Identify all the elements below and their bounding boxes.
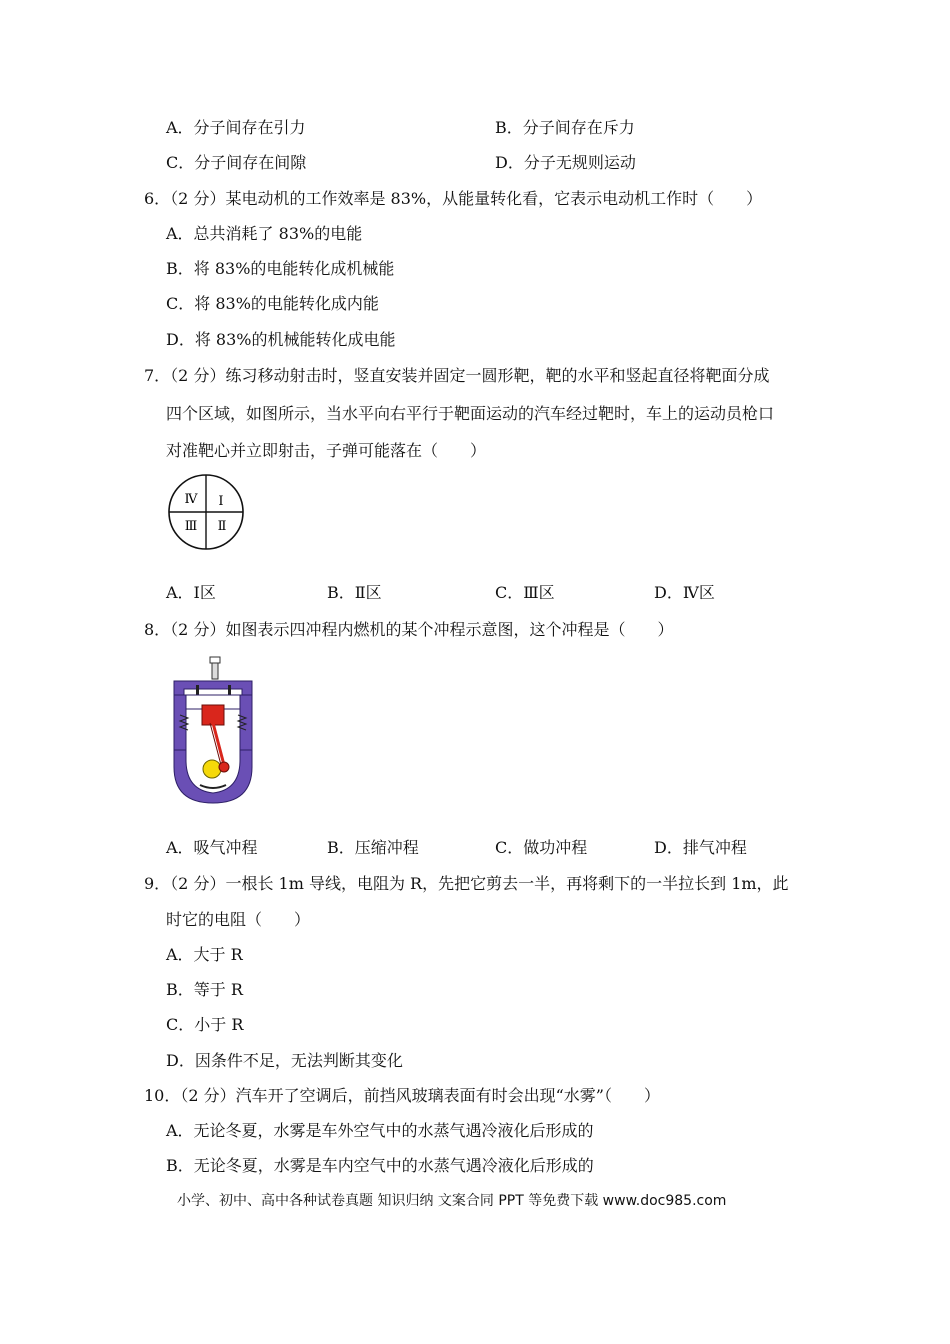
q7-stem-line1: 7．（2 分）练习移动射击时，竖直安装并固定一圆形靶，靶的水平和竖起直径将靶面分成: [144, 366, 770, 385]
q8-option-a: A．吸气冲程: [166, 838, 258, 857]
q9-stem-line1: 9．（2 分）一根长 1m 导线，电阻为 R，先把它剪去一半，再将剩下的一半拉长到 1m，此: [144, 874, 789, 893]
q5-option-c: C．分子间存在间隙: [166, 153, 307, 172]
q10-option-a: A．无论冬夏，水雾是车外空气中的水蒸气遇冷液化后形成的: [166, 1121, 594, 1140]
q8-stem: 8．（2 分）如图表示四冲程内燃机的某个冲程示意图，这个冲程是（ ）: [144, 620, 674, 639]
q6-option-c: C．将 83%的电能转化成内能: [166, 294, 379, 313]
q9-option-d: D．因条件不足，无法判断其变化: [166, 1051, 403, 1070]
q5-option-b: B．分子间存在斥力: [495, 118, 635, 137]
q10-option-b: B．无论冬夏，水雾是车内空气中的水蒸气遇冷液化后形成的: [166, 1156, 594, 1175]
q8-option-b: B．压缩冲程: [327, 838, 419, 857]
q8-option-d: D．排气冲程: [654, 838, 747, 857]
q5-option-d: D．分子无规则运动: [495, 153, 636, 172]
q5-option-a: A．分子间存在引力: [166, 118, 306, 137]
target-label-q3: Ⅲ: [184, 519, 198, 534]
target-label-q1: Ⅰ: [218, 494, 224, 509]
q7-option-d: D．Ⅳ区: [654, 583, 715, 602]
q7-option-b: B．Ⅱ区: [327, 583, 382, 602]
engine-diagram: [166, 655, 261, 805]
target-label-q2: Ⅱ: [217, 519, 227, 534]
q10-stem: 10．（2 分）汽车开了空调后，前挡风玻璃表面有时会出现“水雾”（ ）: [144, 1086, 660, 1105]
q9-stem-line2: 时它的电阻（ ）: [166, 910, 311, 929]
q6-stem: 6．（2 分）某电动机的工作效率是 83%，从能量转化看，它表示电动机工作时（ ）: [144, 189, 763, 208]
target-label-q4: Ⅳ: [184, 492, 198, 507]
q7-option-a: A．Ⅰ区: [166, 583, 216, 602]
page-footer: 小学、初中、高中各种试卷真题 知识归纳 文案合同 PPT 等免费下载 www.doc985.com: [177, 1193, 727, 1209]
q6-option-b: B．将 83%的电能转化成机械能: [166, 259, 395, 278]
q6-option-d: D．将 83%的机械能转化成电能: [166, 330, 396, 349]
q9-option-c: C．小于 R: [166, 1015, 244, 1034]
q9-option-b: B．等于 R: [166, 980, 243, 999]
q6-option-a: A．总共消耗了 83%的电能: [166, 224, 363, 243]
target-diagram: [166, 474, 246, 552]
q7-stem-line2: 四个区域，如图所示，当水平向右平行于靶面运动的汽车经过靶时，车上的运动员枪口: [166, 404, 775, 423]
q9-option-a: A．大于 R: [166, 945, 243, 964]
q8-option-c: C．做功冲程: [495, 838, 588, 857]
q7-option-c: C．Ⅲ区: [495, 583, 555, 602]
q7-stem-line3: 对准靶心并立即射击，子弹可能落在（ ）: [166, 441, 487, 460]
